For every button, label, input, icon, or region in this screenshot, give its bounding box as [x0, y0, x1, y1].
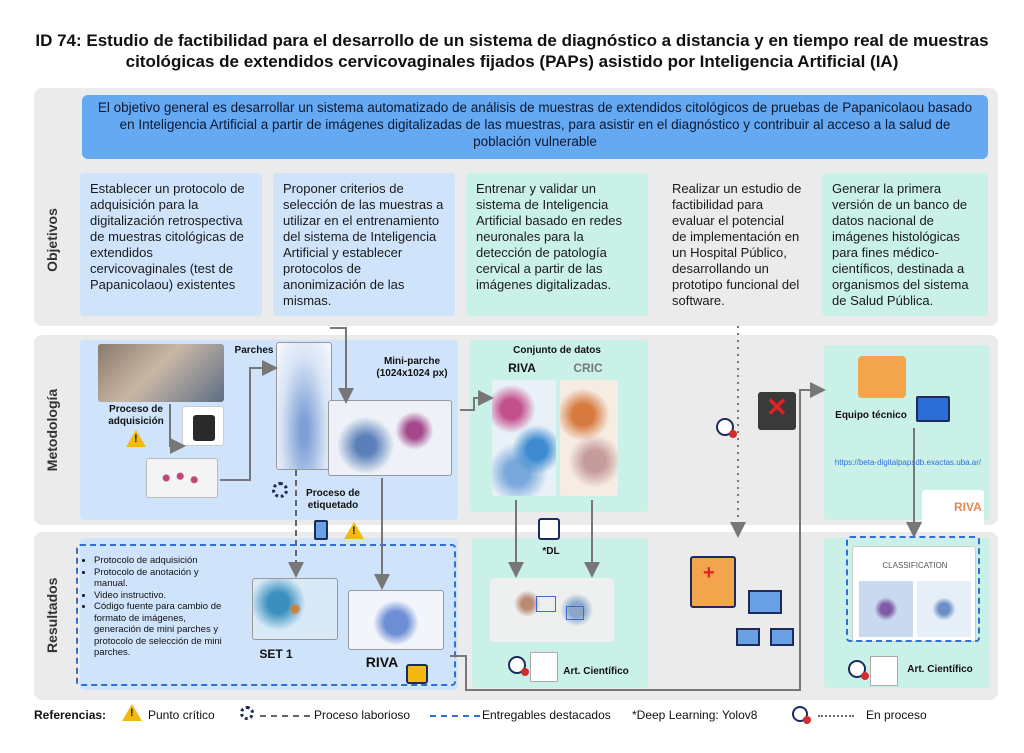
database-url[interactable]: https://beta-digitalpapsdb.exactas.uba.ar/	[834, 458, 982, 467]
result-item: • Video instructivo.	[94, 590, 234, 602]
flow-arrows	[170, 328, 914, 690]
critical-point-label: Punto crítico	[148, 708, 215, 722]
patches-label: Parches	[234, 345, 274, 356]
result-item: • Protocolo de anotación y manual.	[94, 567, 234, 590]
mini-patch-label: Mini-parche (1024x1024 px)	[376, 356, 448, 379]
technical-team-label: Equipo técnico	[835, 410, 907, 421]
hospital-icon: +	[690, 556, 736, 608]
resultados-label: Resultados	[44, 577, 60, 653]
objective-3: Entrenar y validar un sistema de Inteligencia Artificial basado en redes neuronales para la detección de patología cervical a partir de las imágenes digitalizadas.	[466, 173, 648, 316]
objective-1: Establecer un protocolo de adquisición para la digitalización retrospectiva de muestras citológicas de extendidos cervicovaginales (test de Papanicolaou) existentes	[80, 173, 262, 316]
references-label: Referencias:	[34, 708, 107, 722]
gear-icon	[240, 706, 254, 720]
acquisition-process-label: Proceso de adquisición	[108, 404, 164, 427]
title-line-2: citológicas de extendidos cervicovaginales fijados (PAPs) asistido por Inteligencia Artificial (IA)	[125, 52, 899, 71]
scanner-disabled-icon: ✕	[758, 392, 796, 430]
objective-5: Generar la primera versión de un banco de datos nacional de imágenes histológicas para fines médico-científicos, destinada a organismos del sistema de Salud Pública.	[822, 173, 988, 316]
dashed-blue-line	[430, 715, 480, 717]
warning-icon	[122, 704, 142, 721]
riva-result-label: RIVA	[365, 654, 399, 670]
laborious-process-label: Proceso laborioso	[314, 708, 411, 722]
result-item: • Código fuente para cambio de formato de imágenes, generación de mini parches y protocolo de selección de mini parches.	[94, 601, 234, 659]
references-bar	[34, 706, 998, 726]
scientific-article-label-2: Art. Científico	[907, 664, 973, 675]
classification-title: CLASSIFICATION	[882, 561, 948, 570]
result-item: • Protocolo de adquisición	[94, 555, 234, 567]
metodologia-label: Metodología	[44, 388, 60, 472]
dashed-gray-line	[260, 715, 310, 717]
riva-logo-text: RIVA	[954, 500, 982, 514]
deep-learning-label: *Deep Learning: Yolov8	[632, 708, 758, 722]
objective-4: Realizar un estudio de factibilidad para evaluar el potencial de implementación en un Hospital Público, desarrollando un prototipo funcional del software.	[662, 173, 812, 316]
objetivos-label: Objetivos	[44, 208, 60, 272]
riva-dataset-label: RIVA	[508, 361, 536, 375]
labeling-process-label: Proceso de etiquetado	[306, 488, 360, 511]
general-objective: El objetivo general es desarrollar un sistema automatizado de análisis de muestras de extendidos citológicos de pruebas de Papanicolaou basado en Inteligencia Artificial a partir de imágenes digitalizadas de las muestras, para asistir en el diagnóstico y contribuir al acceso a la salud de población vulnerable	[82, 95, 988, 159]
cric-dataset-label: CRIC	[573, 361, 603, 375]
set1-label: SET 1	[259, 647, 293, 661]
dotted-line	[818, 715, 854, 717]
dl-label: *DL	[542, 546, 560, 557]
objective-2: Proponer criterios de selección de las muestras a utilizar en el entrenamiento del sistema de Inteligencia Artificial y establecer protocolos de anonimización de las mismas.	[273, 173, 455, 316]
title-line-1: ID 74: Estudio de factibilidad para el desarrollo de un sistema de diagnóstico a distancia y en tiempo real de muestras	[35, 31, 989, 50]
dataset-label: Conjunto de datos	[513, 345, 601, 356]
scientific-article-label-1: Art. Científico	[563, 666, 629, 677]
in-process-icon	[792, 706, 808, 722]
deliverables-label: Entregables destacados	[482, 708, 611, 722]
in-process-label: En proceso	[866, 708, 927, 722]
